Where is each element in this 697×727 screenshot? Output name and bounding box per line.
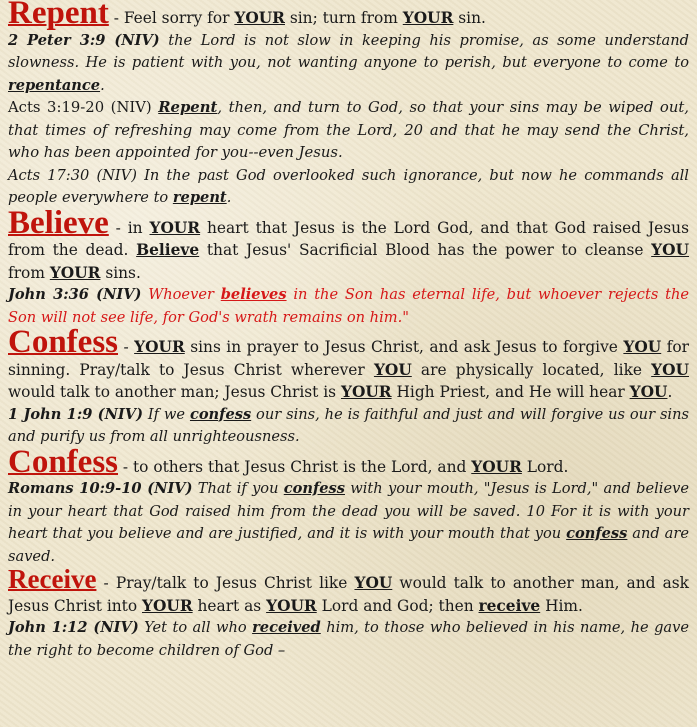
believe-intro: Believe - in YOUR heart that Jesus is the Lord God, and that God raised Jesus from the dead. Believe that Jesus' Sacrificial Blood has the power to cleanse YOU from YOUR sins.	[8, 204, 689, 282]
confess-prayer-intro: Confess - YOUR sins in prayer to Jesus Christ, and ask Jesus to forgive YOU for sinning. Pray/talk to Jesus Christ wherever YOU are physically located, like YOU would talk to another man; Jesus Christ is YOUR High Priest, and He will hear YOU.	[8, 324, 689, 401]
section-believe	[8, 204, 690, 330]
heading-confess: Confess	[8, 324, 119, 360]
heading-repent: Repent	[8, 0, 109, 31]
verse-acts-3-19: Acts 3:19-20 (NIV) Repent, then, and turn to God, so that your sins may be wiped out, that times of refreshing may come from the Lord, 20 and that he may send the Christ, who has been appointed for you--even Jesus.	[8, 99, 689, 161]
heading-confess-others: Confess	[8, 443, 119, 480]
repent-intro: Repent - Feel sorry for YOUR sin; turn from YOUR sin.	[8, 2, 689, 30]
section-receive	[8, 564, 690, 662]
verse-john-3-36: John 3:36 (NIV) Whoever believes in the Son has eternal life, but whoever rejects the Son will not see life, for God's wrath remains on him."	[8, 286, 690, 326]
receive-intro: Receive - Pray/talk to Jesus Christ like YOU would talk to another man, and ask Jesus Christ into YOUR heart as YOUR Lord and God; then receive Him.	[8, 564, 689, 615]
heading-believe: Believe	[8, 204, 109, 241]
verse-2peter-3-9: 2 Peter 3:9 (NIV) the Lord is not slow in keeping his promise, as some understand slowness. He is patient with you, not wanting anyone to perish, but everyone to come to repentance.	[8, 31, 689, 94]
verse-romans-10-9: Romans 10:9-10 (NIV) That if you confess with your mouth, "Jesus is Lord," and believe in your heart that God raised him from the dead you will be saved. 10 For it is with your heart that you believe and are justified, and it is with your mouth that you confess and are saved.	[8, 480, 689, 565]
heading-receive: Receive	[8, 564, 97, 594]
section-confess-prayer	[8, 324, 689, 449]
section-repent	[8, 2, 689, 210]
verse-1john-1-9: 1 John 1:9 (NIV) If we confess our sins, he is faithful and just and will forgive us our sins and purify us from all unrighteousness.	[8, 405, 689, 445]
confess-others-intro: Confess - to others that Jesus Christ is the Lord, and YOUR Lord.	[8, 443, 569, 480]
section-confess-others	[8, 443, 689, 569]
verse-john-1-12: John 1:12 (NIV) Yet to all who received him, to those who believed in his name, he gave the right to become children of God –	[8, 619, 690, 659]
verse-acts-17-30: Acts 17:30 (NIV) In the past God overlooked such ignorance, but now he commands all people everywhere to repent.	[8, 166, 689, 206]
